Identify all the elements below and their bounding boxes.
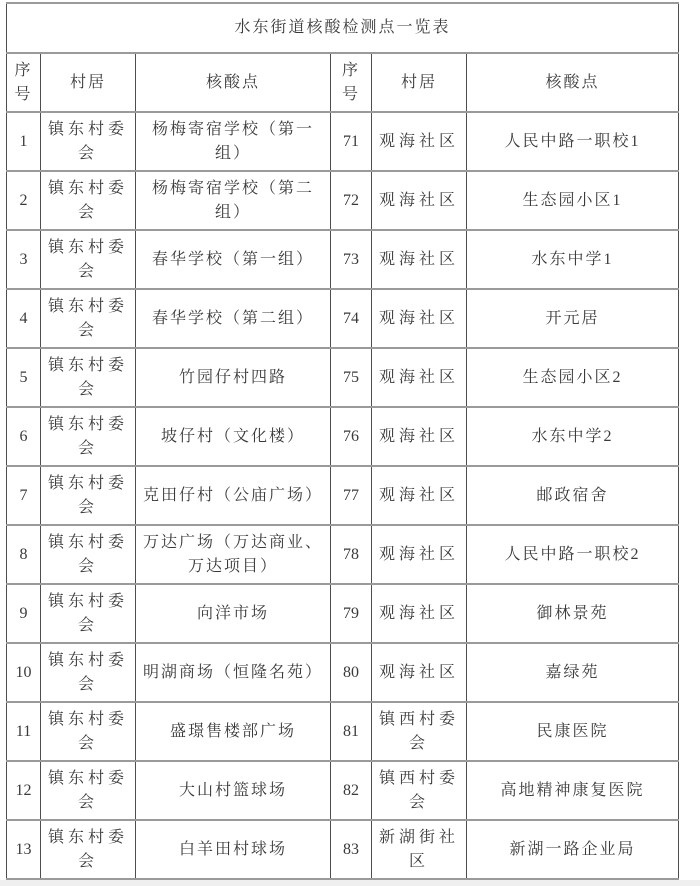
site-cell: 水东中学1 bbox=[467, 230, 679, 289]
table-row bbox=[7, 525, 679, 584]
table-body bbox=[7, 112, 679, 879]
serial-cell: 79 bbox=[331, 584, 372, 643]
table-row bbox=[7, 230, 679, 289]
site-cell: 民康医院 bbox=[467, 702, 679, 761]
table-row bbox=[7, 702, 679, 761]
serial-cell: 12 bbox=[7, 761, 41, 820]
table-row bbox=[7, 584, 679, 643]
serial-cell: 11 bbox=[7, 702, 41, 761]
table-row bbox=[7, 407, 679, 466]
page-bottom-margin bbox=[0, 880, 700, 886]
serial-cell: 9 bbox=[7, 584, 41, 643]
serial-cell: 81 bbox=[331, 702, 372, 761]
village-cell: 新湖街社区 bbox=[372, 820, 467, 879]
serial-cell: 1 bbox=[7, 112, 41, 171]
site-cell: 新湖一路企业局 bbox=[467, 820, 679, 879]
column-header-serial-right: 序号 bbox=[331, 53, 372, 112]
serial-cell: 74 bbox=[331, 289, 372, 348]
column-header-village-right: 村居 bbox=[372, 53, 467, 112]
serial-cell: 4 bbox=[7, 289, 41, 348]
serial-cell: 2 bbox=[7, 171, 41, 230]
site-cell: 竹园仔村四路 bbox=[136, 348, 331, 407]
serial-cell: 73 bbox=[331, 230, 372, 289]
village-cell: 镇东村委会 bbox=[41, 289, 136, 348]
serial-cell: 7 bbox=[7, 466, 41, 525]
site-cell: 人民中路一职校1 bbox=[467, 112, 679, 171]
village-cell: 观海社区 bbox=[372, 230, 467, 289]
site-cell: 春华学校（第一组） bbox=[136, 230, 331, 289]
site-cell: 向洋市场 bbox=[136, 584, 331, 643]
title-row bbox=[7, 3, 679, 53]
serial-cell: 82 bbox=[331, 761, 372, 820]
site-cell: 嘉绿苑 bbox=[467, 643, 679, 702]
column-header-site-left: 核酸点 bbox=[136, 53, 331, 112]
village-cell: 镇东村委会 bbox=[41, 643, 136, 702]
testing-points-table bbox=[6, 2, 679, 880]
village-cell: 镇东村委会 bbox=[41, 466, 136, 525]
table-row bbox=[7, 761, 679, 820]
village-cell: 观海社区 bbox=[372, 466, 467, 525]
site-cell: 春华学校（第二组） bbox=[136, 289, 331, 348]
site-cell: 杨梅寄宿学校（第一组） bbox=[136, 112, 331, 171]
village-cell: 观海社区 bbox=[372, 525, 467, 584]
village-cell: 镇东村委会 bbox=[41, 171, 136, 230]
table-row bbox=[7, 289, 679, 348]
serial-cell: 83 bbox=[331, 820, 372, 879]
serial-cell: 75 bbox=[331, 348, 372, 407]
serial-cell: 76 bbox=[331, 407, 372, 466]
serial-cell: 6 bbox=[7, 407, 41, 466]
village-cell: 镇西村委会 bbox=[372, 702, 467, 761]
village-cell: 观海社区 bbox=[372, 348, 467, 407]
village-cell: 观海社区 bbox=[372, 289, 467, 348]
village-cell: 观海社区 bbox=[372, 407, 467, 466]
site-cell: 御林景苑 bbox=[467, 584, 679, 643]
site-cell: 克田仔村（公庙广场） bbox=[136, 466, 331, 525]
site-cell: 人民中路一职校2 bbox=[467, 525, 679, 584]
serial-cell: 72 bbox=[331, 171, 372, 230]
site-cell: 大山村篮球场 bbox=[136, 761, 331, 820]
serial-cell: 10 bbox=[7, 643, 41, 702]
table-row bbox=[7, 348, 679, 407]
document-title: 水东街道核酸检测点一览表 bbox=[7, 3, 679, 53]
site-cell: 盛璟售楼部广场 bbox=[136, 702, 331, 761]
serial-cell: 71 bbox=[331, 112, 372, 171]
site-cell: 水东中学2 bbox=[467, 407, 679, 466]
village-cell: 镇东村委会 bbox=[41, 761, 136, 820]
site-cell: 白羊田村球场 bbox=[136, 820, 331, 879]
village-cell: 观海社区 bbox=[372, 112, 467, 171]
table-row bbox=[7, 171, 679, 230]
village-cell: 观海社区 bbox=[372, 171, 467, 230]
column-header-village-left: 村居 bbox=[41, 53, 136, 112]
table-row bbox=[7, 643, 679, 702]
village-cell: 观海社区 bbox=[372, 643, 467, 702]
table-row bbox=[7, 112, 679, 171]
village-cell: 观海社区 bbox=[372, 584, 467, 643]
site-cell: 杨梅寄宿学校（第二组） bbox=[136, 171, 331, 230]
village-cell: 镇东村委会 bbox=[41, 820, 136, 879]
column-header-site-right: 核酸点 bbox=[467, 53, 679, 112]
table-row bbox=[7, 466, 679, 525]
village-cell: 镇东村委会 bbox=[41, 230, 136, 289]
serial-cell: 77 bbox=[331, 466, 372, 525]
village-cell: 镇东村委会 bbox=[41, 112, 136, 171]
serial-cell: 8 bbox=[7, 525, 41, 584]
village-cell: 镇东村委会 bbox=[41, 407, 136, 466]
village-cell: 镇东村委会 bbox=[41, 584, 136, 643]
table-row bbox=[7, 820, 679, 879]
village-cell: 镇东村委会 bbox=[41, 702, 136, 761]
header-row bbox=[7, 53, 679, 112]
village-cell: 镇西村委会 bbox=[372, 761, 467, 820]
serial-cell: 80 bbox=[331, 643, 372, 702]
column-header-serial-left: 序号 bbox=[7, 53, 41, 112]
site-cell: 开元居 bbox=[467, 289, 679, 348]
serial-cell: 5 bbox=[7, 348, 41, 407]
document-page bbox=[0, 2, 700, 870]
serial-cell: 13 bbox=[7, 820, 41, 879]
site-cell: 邮政宿舍 bbox=[467, 466, 679, 525]
site-cell: 生态园小区1 bbox=[467, 171, 679, 230]
village-cell: 镇东村委会 bbox=[41, 525, 136, 584]
site-cell: 生态园小区2 bbox=[467, 348, 679, 407]
site-cell: 万达广场（万达商业、万达项目） bbox=[136, 525, 331, 584]
serial-cell: 3 bbox=[7, 230, 41, 289]
village-cell: 镇东村委会 bbox=[41, 348, 136, 407]
serial-cell: 78 bbox=[331, 525, 372, 584]
site-cell: 高地精神康复医院 bbox=[467, 761, 679, 820]
site-cell: 坡仔村（文化楼） bbox=[136, 407, 331, 466]
site-cell: 明湖商场（恒隆名苑） bbox=[136, 643, 331, 702]
